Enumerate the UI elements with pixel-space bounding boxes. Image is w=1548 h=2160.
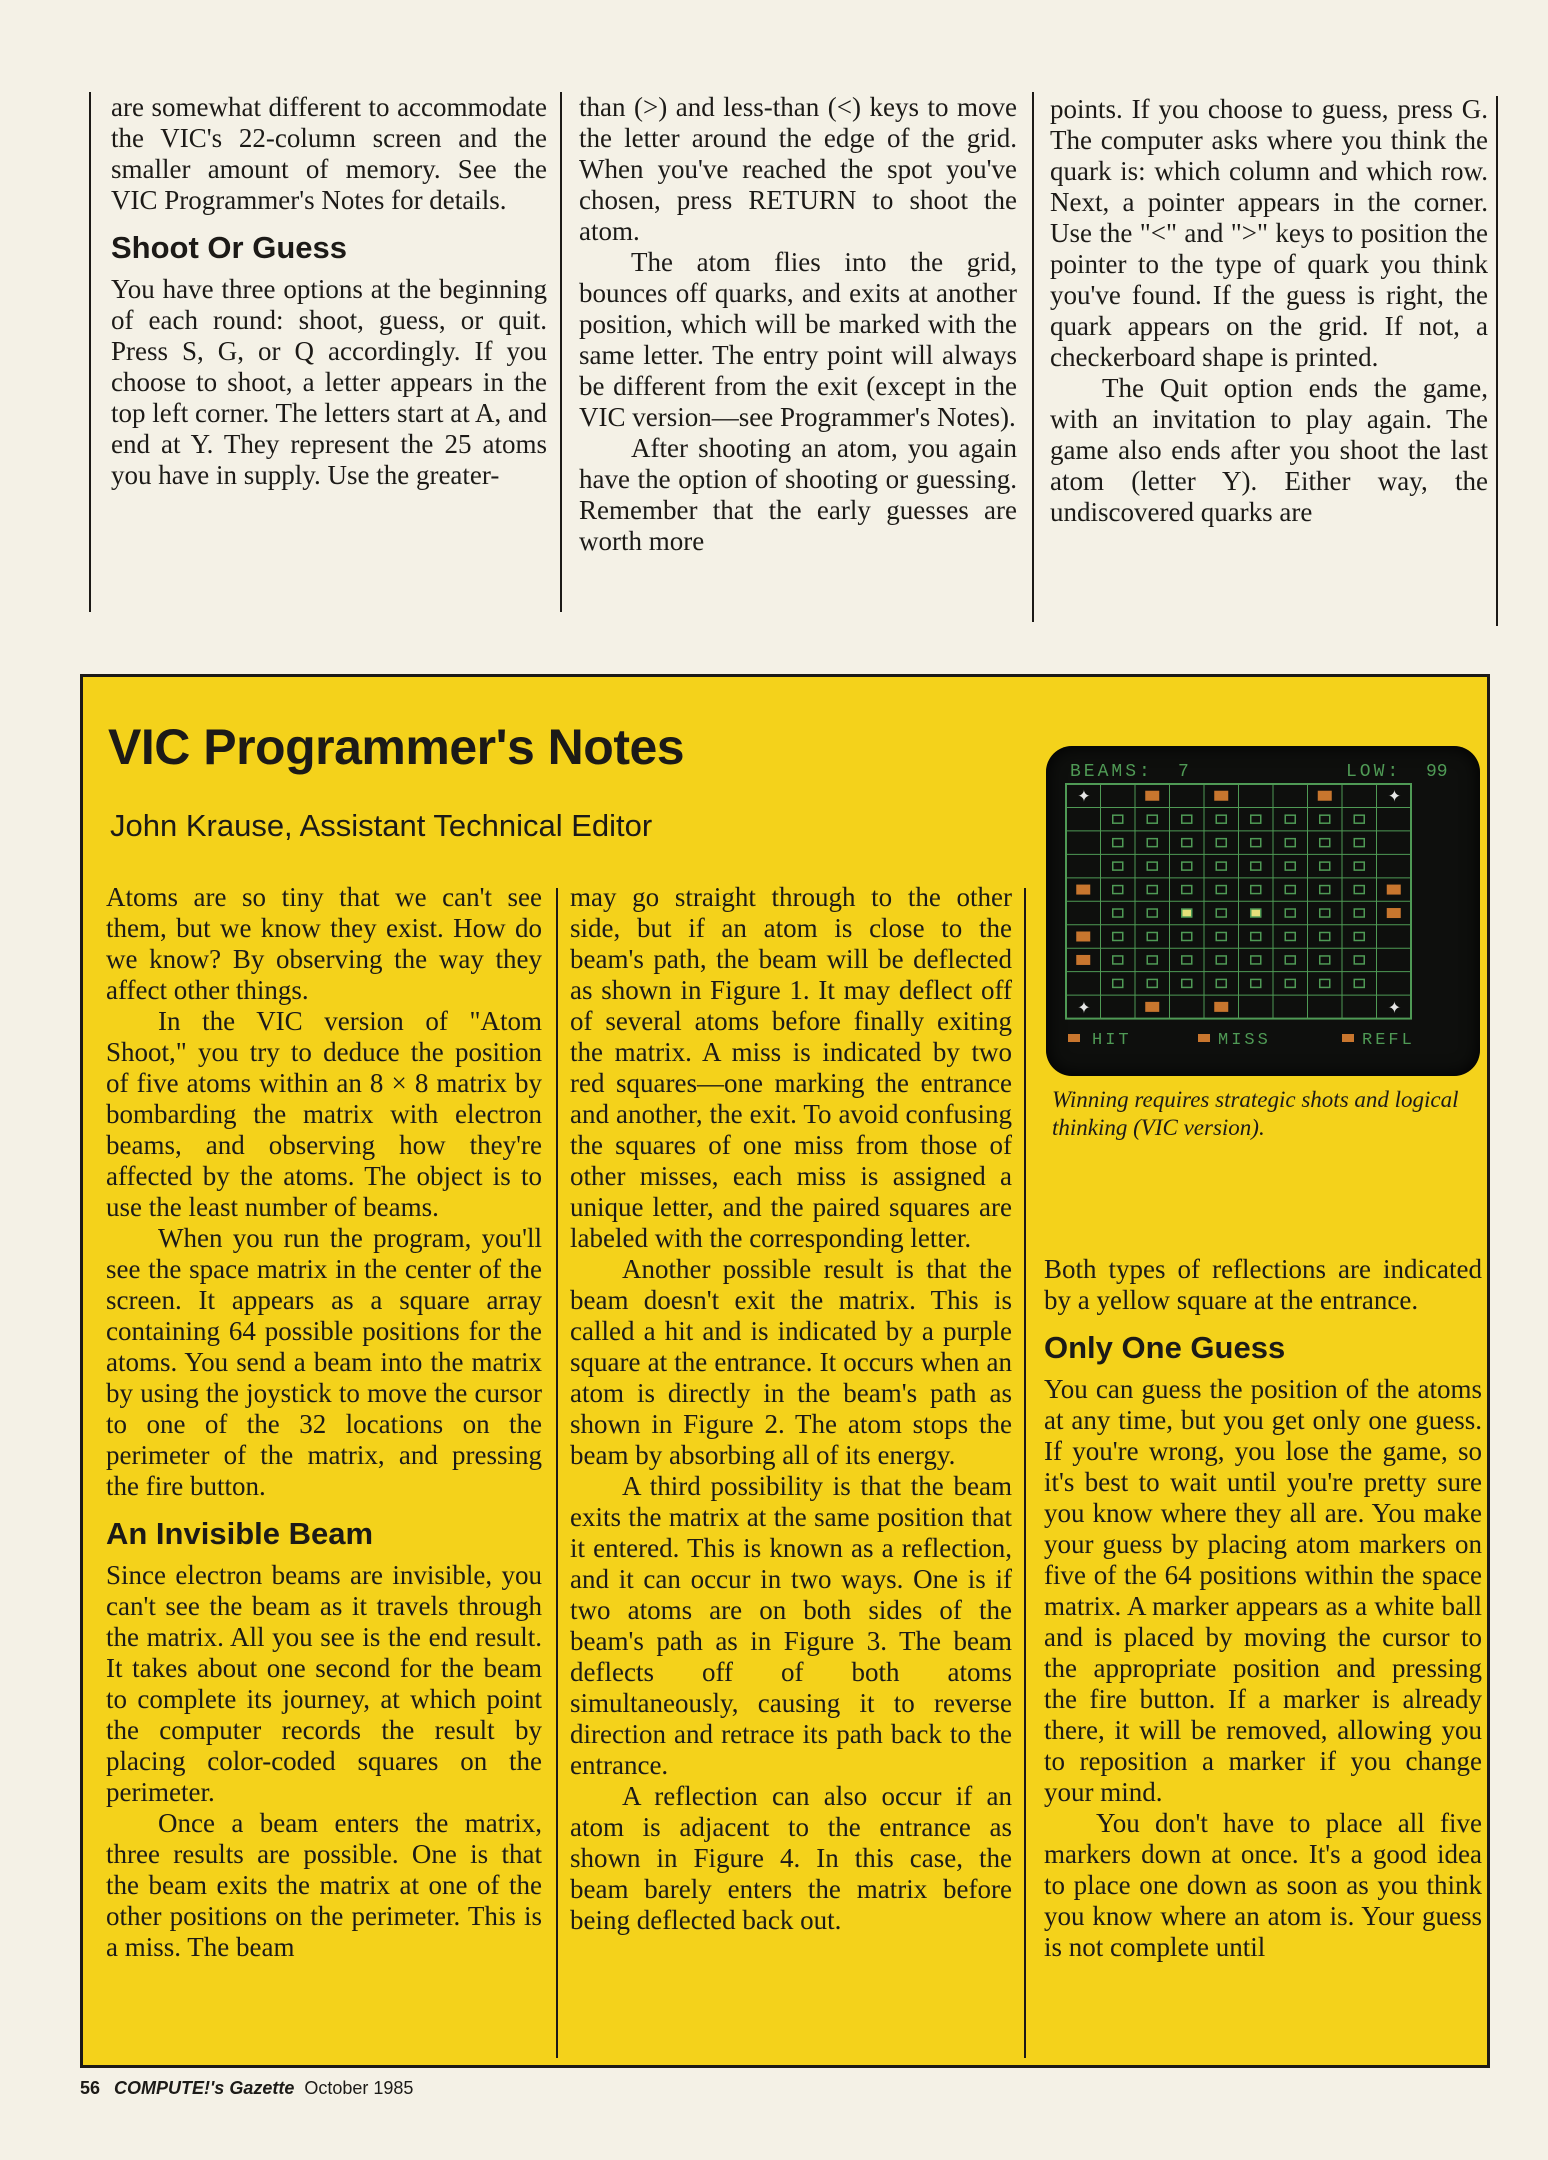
atom-position: [1182, 932, 1192, 940]
refl-swatch: [1342, 1034, 1354, 1042]
page-number: 56: [80, 2078, 101, 2098]
atom-position: [1285, 886, 1295, 894]
paragraph: In the VIC version of "Atom Shoot," you try to deduce the position of five atoms within an 8 × 8 matrix by bombarding the matrix with electron beams, and observing how they're affected by the atoms. The object is to use the least number of beams.: [106, 1006, 542, 1222]
atom-position: [1285, 862, 1295, 870]
result-square: [1214, 1002, 1228, 1012]
low-label: LOW:: [1346, 762, 1402, 782]
atom-position: [1285, 932, 1295, 940]
legend-miss: MISS: [1218, 1031, 1271, 1050]
column-rule: [560, 92, 562, 612]
paragraph: You don't have to place all five markers down at once. It's a good idea to place one down as soon as you think you know where an atom is. Your guess is not complete until: [1044, 1808, 1482, 1962]
atom-position: [1216, 886, 1226, 894]
atom-position: [1285, 839, 1295, 847]
atom-marker: [1182, 909, 1192, 917]
atom-position: [1320, 956, 1330, 964]
game-screenshot: [1046, 746, 1480, 1076]
atom-position: [1251, 956, 1261, 964]
magazine-name: COMPUTE!'s Gazette: [114, 2078, 295, 2098]
atom-position: [1354, 886, 1364, 894]
atom-position: [1285, 956, 1295, 964]
atom-position: [1182, 979, 1192, 987]
game-screen-graphic: [1046, 746, 1480, 1076]
paragraph: Once a beam enters the matrix, three results are possible. One is that the beam exits the matrix at one of the other positions on the perimeter. This is a miss. The beam: [106, 1808, 542, 1962]
atom-position: [1216, 909, 1226, 917]
sidebar-column-1: [106, 882, 542, 1963]
atom-position: [1147, 839, 1157, 847]
atom-position: [1251, 815, 1261, 823]
atom-position: [1251, 862, 1261, 870]
atom-position: [1216, 815, 1226, 823]
paragraph: The atom flies into the grid, bounces off quarks, and exits at another position, which will be marked with the same letter. The entry point will always be different from the exit (except in the VIC version—see Programmer's Notes).: [579, 247, 1017, 432]
top-column-1: [111, 92, 547, 491]
atom-marker: [1251, 909, 1261, 917]
result-square: [1214, 791, 1228, 801]
atom-position: [1113, 862, 1123, 870]
atom-position: [1182, 862, 1192, 870]
atom-position: [1320, 815, 1330, 823]
paragraph: Since electron beams are invisible, you can't see the beam as it travels through the matrix. All you see is the end result. It takes about one second for the beam to complete its journey, at which point the computer records the result by placing color-coded squares on the perimeter.: [106, 1560, 542, 1807]
atom-position: [1354, 932, 1364, 940]
atom-position: [1251, 979, 1261, 987]
atom-position: [1216, 862, 1226, 870]
paragraph: When you run the program, you'll see the space matrix in the center of the screen. It appears as a square array containing 64 possible positions for the atoms. You send a beam into the matrix by using the joystick to move the cursor to one of the 32 locations on the perimeter of the matrix, and pressing the fire button.: [106, 1223, 542, 1501]
atom-position: [1182, 815, 1192, 823]
atom-position: [1113, 932, 1123, 940]
column-rule: [1024, 888, 1026, 2058]
atom-position: [1182, 839, 1192, 847]
paragraph: than (>) and less-than (<) keys to move the letter around the edge of the grid. When you've reached the spot you've chosen, press RETURN to shoot the atom.: [579, 92, 1017, 246]
result-square: [1076, 955, 1090, 965]
result-square: [1076, 885, 1090, 895]
byline: John Krause, Assistant Technical Editor: [110, 808, 653, 843]
atom-position: [1320, 909, 1330, 917]
atom-position: [1113, 909, 1123, 917]
atom-position: [1182, 956, 1192, 964]
page-footer: [80, 2078, 413, 2099]
atom-position: [1113, 839, 1123, 847]
column-rule: [89, 92, 91, 612]
legend-refl: REFL: [1362, 1031, 1415, 1050]
atom-position: [1320, 979, 1330, 987]
result-square: [1145, 1002, 1159, 1012]
corner-cursor: ✦: [1387, 997, 1402, 1017]
low-value: 99: [1426, 762, 1448, 782]
paragraph: You can guess the position of the atoms at any time, but you get only one guess. If you're wrong, you lose the game, so it's best to wait until you're pretty sure you know where they all are. You make your guess by placing atom markers on five of the 64 positions within the space matrix. A marker appears as a white ball and is placed by moving the cursor to the appropriate position and pressing the fire button. If a marker is already there, it will be removed, allowing you to reposition a marker if you change your mind.: [1044, 1374, 1482, 1807]
corner-cursor: ✦: [1387, 786, 1402, 806]
atom-position: [1113, 815, 1123, 823]
atom-position: [1320, 839, 1330, 847]
issue-date: October 1985: [304, 2078, 414, 2098]
atom-position: [1216, 956, 1226, 964]
result-square: [1318, 791, 1332, 801]
paragraph: Another possible result is that the beam doesn't exit the matrix. This is called a hit and is indicated by a purple square at the entrance. It occurs when an atom is directly in the beam's path as shown in Figure 2. The atom stops the beam by absorbing all of its energy.: [570, 1254, 1012, 1470]
paragraph: Both types of reflections are indicated by a yellow square at the entrance.: [1044, 1254, 1482, 1315]
top-column-2: [579, 92, 1017, 557]
section-heading: An Invisible Beam: [106, 1516, 374, 1551]
atom-position: [1216, 839, 1226, 847]
result-square: [1076, 931, 1090, 941]
corner-cursor: ✦: [1077, 786, 1091, 806]
sidebar-title: VIC Programmer's Notes: [108, 719, 685, 775]
atom-position: [1354, 956, 1364, 964]
result-square: [1145, 791, 1159, 801]
sidebar-column-3: [1044, 1254, 1482, 1963]
atom-position: [1354, 979, 1364, 987]
result-square: [1387, 885, 1401, 895]
paragraph: may go straight through to the other side, but if an atom is close to the beam's path, the beam will be deflected as shown in Figure 1. It may deflect off of several atoms before finally exiting the matrix. A miss is indicated by two red squares—one marking the entrance and another, the exit. To avoid confusing the squares of one miss from those of other misses, each miss is assigned a unique letter, and the paired squares are labeled with the corresponding letter.: [570, 882, 1012, 1253]
legend: [1068, 1031, 1415, 1050]
atom-position: [1147, 932, 1157, 940]
paragraph: A third possibility is that the beam exits the matrix at the same position that it entered. This is known as a reflection, and it can occur in two ways. One is if two atoms are on both sides of the beam's path as in Figure 3. The beam deflects off of both atoms simultaneously, causing it to reverse direction and retrace its path back to the entrance.: [570, 1471, 1012, 1780]
atom-position: [1354, 839, 1364, 847]
atom-position: [1285, 909, 1295, 917]
atom-position: [1251, 886, 1261, 894]
legend-hit: HIT: [1092, 1031, 1132, 1050]
atom-position: [1113, 956, 1123, 964]
column-rule: [1496, 96, 1498, 626]
atom-position: [1113, 886, 1123, 894]
section-heading: Only One Guess: [1044, 1330, 1286, 1365]
top-column-3: [1050, 94, 1488, 528]
paragraph: After shooting an atom, you again have the option of shooting or guessing. Remember that the early guesses are worth more: [579, 433, 1017, 556]
atom-position: [1147, 909, 1157, 917]
column-rule: [556, 888, 558, 2058]
paragraph: Atoms are so tiny that we can't see them, but we know they exist. How do we know? By observing the way they affect other things.: [106, 882, 542, 1005]
atom-position: [1251, 839, 1261, 847]
column-rule: [1032, 92, 1034, 622]
section-heading: Shoot Or Guess: [111, 230, 347, 265]
atom-position: [1216, 932, 1226, 940]
atom-position: [1147, 956, 1157, 964]
atom-position: [1320, 862, 1330, 870]
result-square: [1387, 908, 1401, 918]
atom-position: [1182, 886, 1192, 894]
paragraph: points. If you choose to guess, press G. The computer asks where you think the quark is: which column and which row. Next, a pointer appears in the corner. Use the "<" and ">" keys to position the pointer to the type of quark you think you've found. If the guess is right, the quark appears on the grid. If not, a checkerboard shape is printed.: [1050, 94, 1488, 372]
sidebar-column-2: [570, 882, 1012, 1936]
atom-position: [1147, 862, 1157, 870]
corner-cursor: ✦: [1077, 997, 1091, 1017]
paragraph: A reflection can also occur if an atom is adjacent to the entrance as shown in Figure 4. In this case, the beam barely enters the matrix before being deflected back out.: [570, 1781, 1012, 1935]
atom-position: [1354, 862, 1364, 870]
atom-position: [1354, 909, 1364, 917]
atom-position: [1354, 815, 1364, 823]
space-matrix: [1066, 784, 1411, 1019]
beams-label: BEAMS:: [1070, 762, 1153, 782]
atom-position: [1320, 932, 1330, 940]
atom-position: [1320, 886, 1330, 894]
beams-value: 7: [1178, 762, 1189, 782]
atom-position: [1113, 979, 1123, 987]
miss-swatch: [1198, 1034, 1210, 1042]
atom-position: [1251, 932, 1261, 940]
paragraph: are somewhat different to accommodate the VIC's 22-column screen and the smaller amount of memory. See the VIC Programmer's Notes for details.: [111, 92, 547, 215]
atom-position: [1285, 979, 1295, 987]
atom-position: [1216, 979, 1226, 987]
figure-caption: Winning requires strategic shots and logical thinking (VIC version).: [1052, 1087, 1459, 1140]
atom-position: [1147, 815, 1157, 823]
paragraph: The Quit option ends the game, with an invitation to play again. The game also ends after you shoot the last atom (letter Y). Either way, the undiscovered quarks are: [1050, 373, 1488, 527]
hit-swatch: [1068, 1034, 1080, 1042]
atom-position: [1147, 979, 1157, 987]
atom-position: [1147, 886, 1157, 894]
atom-position: [1285, 815, 1295, 823]
paragraph: You have three options at the beginning of each round: shoot, guess, or quit. Press S, G, or Q accordingly. If you choose to shoot, a letter appears in the top left corner. The letters start at A, and end at Y. They represent the 25 atoms you have in supply. Use the greater-: [111, 274, 547, 490]
